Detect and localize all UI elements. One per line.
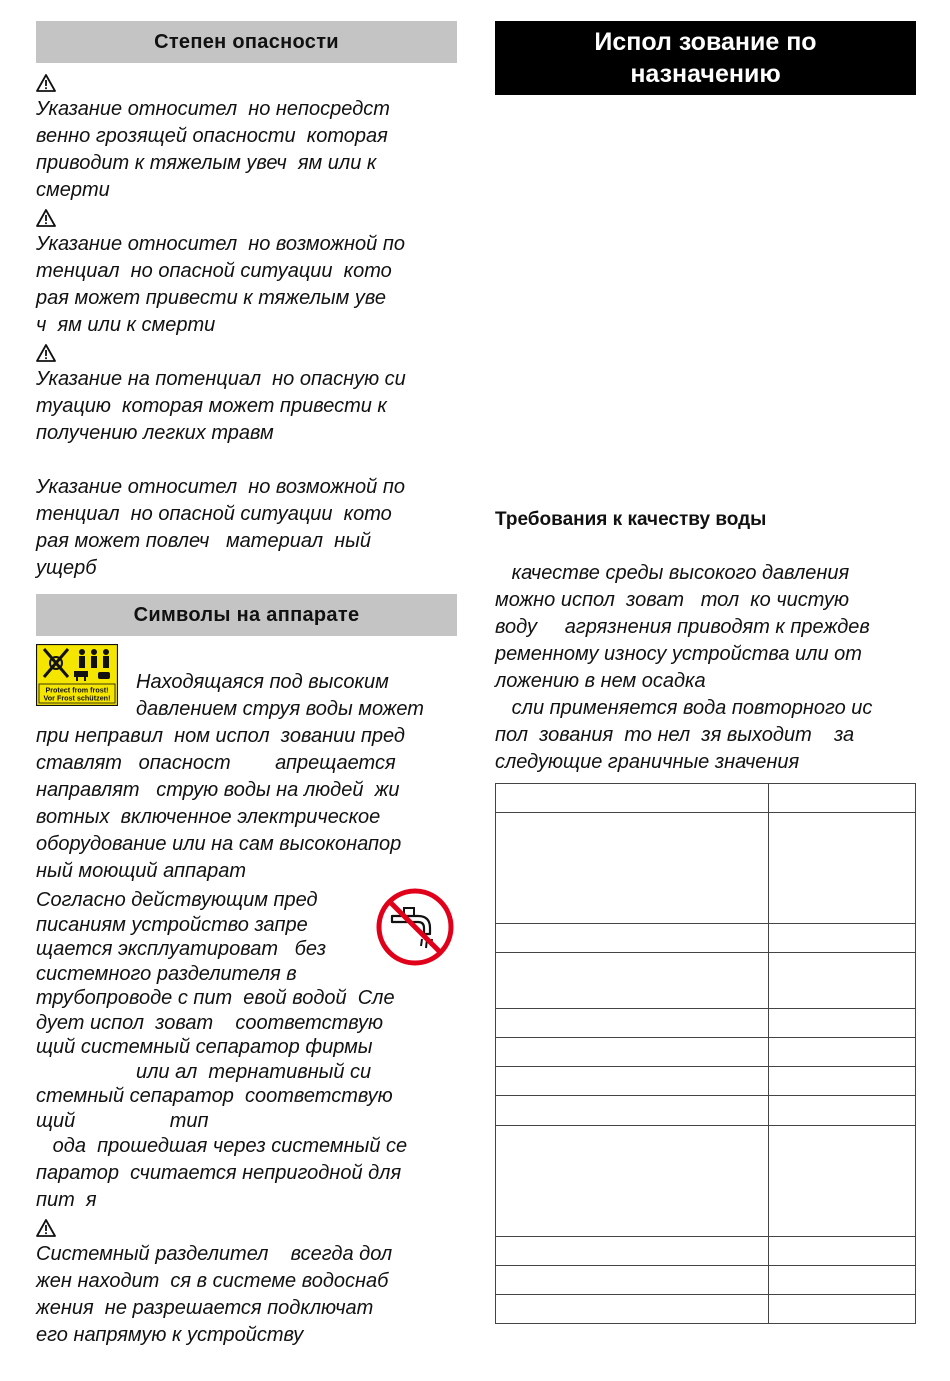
separator-placement-text: Системный разделител всегда дол жен находит ся в системе водоснаб жения не разрешается подключат его напрямую к устройству: [36, 1243, 393, 1346]
table-row: [496, 784, 916, 813]
table-row: [496, 1096, 916, 1126]
protect-from-frost-sticker: [36, 644, 118, 706]
table-row: [496, 1067, 916, 1096]
table-row: [496, 1266, 916, 1295]
danger-text: Указание относител но непосредст венно грозящей опасности которая приводит к тяжелым увеч ям или к смерти: [36, 98, 390, 201]
warning-triangle-icon: [36, 69, 457, 96]
table-row: [496, 1295, 916, 1324]
attention-text: Указание относител но возможной по тенциал но опасной ситуации кото рая может повлеч материал ный ущерб: [36, 476, 405, 579]
table-row: [496, 1038, 916, 1067]
non-potable-text: ода прошедшая через системный се паратор считается непригодной для пит я: [36, 1135, 408, 1211]
intended-use-heading: Испол зование по назначению: [495, 21, 916, 95]
water-quality-text: качестве среды высокого давления можно испол зоват тол ко чистую воду агрязнения приводят к преждев ременному износу устройства или от ложению в нем осадка сли применяется вода повторного ис пол зования то нел зя выходит за следующие граничные значения: [495, 562, 873, 773]
right-column: [495, 21, 916, 95]
table-row: [496, 813, 916, 924]
warning-text: Указание относител но возможной по тенциал но опасной ситуации кото рая может привести к тяжелым уве ч ям или к смерти: [36, 233, 405, 336]
table-row: [496, 953, 916, 1009]
table-row: [496, 1009, 916, 1038]
warning-triangle-icon: [36, 204, 457, 231]
table-row: [496, 1237, 916, 1266]
table-row: [496, 924, 916, 953]
warning-triangle-icon: [36, 1214, 457, 1241]
jet-warning-text-cont: при неправил ном испол зовании пред ставлят опасност апрещается направлят струю воды на людей жи вотных включенное электрическое оборудование или на сам высоконапор ный моющий аппарат: [36, 725, 405, 882]
jet-warning-text: Находящаяся под высоким давлением струя воды может: [136, 671, 424, 720]
separator-requirement-text: Согласно действующим пред писаниям устройство запре щается эксплуатироват без системного разделителя в трубопроводе с пит евой водой Сле дует испол зоват соответствую щий системный сепаратор фирмы или ал тернативный си стемный сепаратор соответствую щий тип: [36, 889, 395, 1132]
no-drinking-water-icon: [374, 886, 456, 968]
caution-text: Указание на потенциал но опасную си туацию которая может привести к получению легких травм: [36, 368, 406, 444]
frost-label-en: Protect from frost!: [45, 685, 109, 695]
table-row: [496, 1126, 916, 1237]
danger-levels-heading: Степен опасности: [36, 21, 457, 63]
water-limits-table: [495, 783, 916, 1324]
warning-triangle-icon: [36, 339, 457, 366]
water-quality-heading: Требования к качеству воды: [495, 509, 767, 530]
frost-label-de: Vor Frost schützen!: [43, 693, 111, 703]
symbols-heading: Символы на аппарате: [36, 594, 457, 636]
